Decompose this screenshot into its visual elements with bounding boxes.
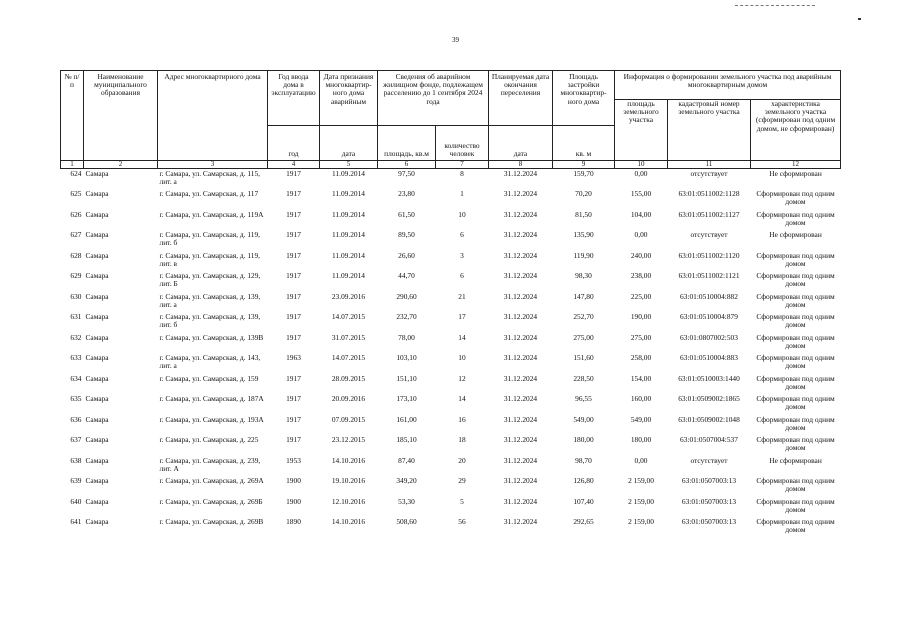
table-row bbox=[61, 394, 841, 415]
commission-year: 1917 bbox=[286, 291, 301, 301]
header-col-9: Площадь застройки многоквартир-ного дома bbox=[553, 71, 615, 126]
cadastral-number: 63:01:0509002:1048 bbox=[678, 414, 740, 424]
unit-col-9: кв. м bbox=[553, 126, 615, 161]
unit-col-7: количество человек bbox=[436, 126, 489, 161]
land-area: 0,00 bbox=[634, 169, 648, 178]
land-area: 258,00 bbox=[630, 353, 652, 362]
header-col-11: кадастровый номер земельного участка bbox=[668, 100, 751, 161]
people-count: 5 bbox=[460, 496, 464, 506]
table-row bbox=[61, 230, 841, 251]
housing-area: 161,00 bbox=[396, 414, 417, 424]
cadastral-number: 63:01:0511002:1127 bbox=[678, 209, 740, 219]
relocation-end-date: 31.12.2024 bbox=[503, 250, 538, 260]
municipality: Самара bbox=[85, 496, 109, 506]
emergency-date: 19.10.2016 bbox=[331, 476, 366, 485]
people-count: 16 bbox=[458, 414, 466, 424]
address: г. Самара, ул. Самарская, д. 129, лит. Б bbox=[159, 271, 261, 289]
commission-year: 1917 bbox=[286, 169, 301, 178]
emergency-date: 31.07.2015 bbox=[331, 332, 366, 342]
housing-area: 53,30 bbox=[398, 496, 415, 506]
land-status: Сформирован под одним домом bbox=[756, 476, 835, 494]
housing-area: 97,50 bbox=[398, 169, 415, 178]
table-row bbox=[61, 476, 841, 497]
land-status: Сформирован под одним домом bbox=[756, 209, 835, 227]
building-area: 147,80 bbox=[573, 291, 594, 301]
people-count: 20 bbox=[458, 455, 466, 465]
land-status: Не сформирован bbox=[769, 455, 822, 465]
municipality: Самара bbox=[85, 455, 109, 465]
cadastral-number: 63:01:0507003:13 bbox=[681, 517, 737, 526]
building-area: 159,70 bbox=[573, 169, 594, 178]
relocation-end-date: 31.12.2024 bbox=[503, 496, 538, 506]
housing-area: 290,60 bbox=[396, 291, 417, 301]
housing-area: 232,70 bbox=[396, 312, 417, 321]
row-number: 629 bbox=[70, 271, 82, 280]
municipality: Самара bbox=[85, 373, 109, 383]
commission-year: 1900 bbox=[286, 496, 301, 506]
address: г. Самара, ул. Самарская, д. 139, лит. а bbox=[159, 291, 261, 309]
building-area: 228,50 bbox=[573, 373, 594, 383]
cadastral-number: 63:01:0510003:1440 bbox=[678, 373, 740, 383]
header-col-2: Наименование муниципального образования bbox=[84, 71, 158, 161]
land-area: 190,00 bbox=[630, 312, 652, 321]
header-col-8: Планируемая дата окончания переселения bbox=[489, 71, 553, 126]
row-number: 627 bbox=[70, 230, 82, 239]
land-area: 225,00 bbox=[630, 291, 652, 301]
land-area: 238,00 bbox=[630, 271, 652, 280]
emergency-date: 12.10.2016 bbox=[331, 496, 366, 506]
relocation-end-date: 31.12.2024 bbox=[503, 414, 538, 424]
cadastral-number: 63:01:0510004:883 bbox=[680, 353, 738, 362]
unit-col-8: дата bbox=[489, 126, 553, 161]
emergency-housing-table bbox=[60, 70, 841, 538]
emergency-date: 23.12.2015 bbox=[331, 435, 366, 444]
emergency-date: 14.07.2015 bbox=[331, 353, 366, 362]
relocation-end-date: 31.12.2024 bbox=[503, 169, 538, 178]
emergency-date: 28.09.2015 bbox=[331, 373, 366, 383]
land-area: 275,00 bbox=[630, 332, 652, 342]
table-row bbox=[61, 189, 841, 210]
column-number: 8 bbox=[489, 161, 553, 169]
commission-year: 1917 bbox=[286, 312, 301, 321]
building-area: 151,60 bbox=[573, 353, 594, 362]
row-number: 638 bbox=[70, 455, 82, 465]
municipality: Самара bbox=[85, 230, 109, 239]
table-row bbox=[61, 353, 841, 374]
column-number: 4 bbox=[268, 161, 320, 169]
table-row bbox=[61, 497, 841, 518]
land-area: 2 159,00 bbox=[628, 476, 654, 485]
cadastral-number: 63:01:0511002:1120 bbox=[678, 250, 740, 260]
relocation-end-date: 31.12.2024 bbox=[503, 476, 538, 485]
table-row bbox=[61, 374, 841, 395]
row-number: 624 bbox=[70, 169, 82, 178]
land-status: Сформирован под одним домом bbox=[756, 271, 835, 289]
unit-col-4: год bbox=[268, 126, 320, 161]
commission-year: 1917 bbox=[286, 414, 301, 424]
header-col-3: Адрес многоквартирного дома bbox=[158, 71, 268, 161]
cadastral-number: 63:01:0509002:1865 bbox=[678, 394, 740, 403]
commission-year: 1917 bbox=[286, 271, 301, 280]
land-area: 2 159,00 bbox=[628, 517, 654, 526]
cadastral-number: отсутствует bbox=[690, 169, 728, 178]
table-row bbox=[61, 312, 841, 333]
building-area: 292,65 bbox=[573, 517, 594, 526]
address: г. Самара, ул. Самарская, д. 239, лит. А bbox=[159, 455, 261, 473]
housing-area: 185,10 bbox=[396, 435, 417, 444]
column-number: 5 bbox=[320, 161, 378, 169]
relocation-end-date: 31.12.2024 bbox=[503, 291, 538, 301]
scan-mark bbox=[858, 18, 861, 20]
people-count: 21 bbox=[458, 291, 466, 301]
row-number: 637 bbox=[70, 435, 82, 444]
municipality: Самара bbox=[85, 209, 109, 219]
land-area: 160,00 bbox=[630, 394, 652, 403]
address: г. Самара, ул. Самарская, д. 139В bbox=[159, 332, 264, 342]
address: г. Самара, ул. Самарская, д. 269А bbox=[159, 476, 264, 485]
header-col-1: № п/п bbox=[61, 71, 84, 161]
table-row bbox=[61, 292, 841, 313]
relocation-end-date: 31.12.2024 bbox=[503, 353, 538, 362]
land-status: Сформирован под одним домом bbox=[756, 394, 835, 412]
land-status: Не сформирован bbox=[769, 169, 822, 178]
relocation-end-date: 31.12.2024 bbox=[503, 394, 538, 403]
land-area: 240,00 bbox=[630, 250, 652, 260]
address: г. Самара, ул. Самарская, д. 159 bbox=[159, 373, 259, 383]
table-row bbox=[61, 210, 841, 231]
building-area: 135,90 bbox=[573, 230, 594, 239]
commission-year: 1917 bbox=[286, 373, 301, 383]
row-number: 626 bbox=[70, 209, 82, 219]
housing-area: 103,10 bbox=[396, 353, 417, 362]
header-col-6-group: Сведения об аварийном жилищном фонде, подлежащем расселению до 1 сентября 2024 года bbox=[378, 71, 489, 126]
row-number: 630 bbox=[70, 291, 82, 301]
land-status: Сформирован под одним домом bbox=[756, 291, 835, 309]
municipality: Самара bbox=[85, 517, 109, 526]
land-area: 155,00 bbox=[630, 189, 652, 198]
row-number: 633 bbox=[70, 353, 82, 362]
people-count: 29 bbox=[458, 476, 466, 485]
people-count: 10 bbox=[458, 209, 466, 219]
emergency-date: 11.09.2014 bbox=[332, 271, 365, 280]
building-area: 119,90 bbox=[573, 250, 594, 260]
commission-year: 1917 bbox=[286, 394, 301, 403]
relocation-end-date: 31.12.2024 bbox=[503, 373, 538, 383]
cadastral-number: 63:01:0807002:503 bbox=[680, 332, 738, 342]
people-count: 12 bbox=[458, 373, 466, 383]
building-area: 252,70 bbox=[573, 312, 594, 321]
land-status: Сформирован под одним домом bbox=[756, 250, 835, 268]
municipality: Самара bbox=[85, 476, 109, 485]
people-count: 14 bbox=[458, 332, 466, 342]
cadastral-number: 63:01:0507003:13 bbox=[681, 476, 737, 485]
header-col-12: характеристика земельного участка (сформирован под одним домом, не сформирован) bbox=[751, 100, 841, 161]
cadastral-number: отсутствует bbox=[690, 455, 728, 465]
emergency-date: 11.09.2014 bbox=[332, 230, 365, 239]
row-number: 639 bbox=[70, 476, 82, 485]
address: г. Самара, ул. Самарская, д. 269Б bbox=[159, 496, 263, 506]
land-status: Сформирован под одним домом bbox=[756, 189, 835, 207]
land-status: Сформирован под одним домом bbox=[756, 312, 835, 330]
column-number: 3 bbox=[158, 161, 268, 169]
people-count: 6 bbox=[460, 230, 464, 239]
top-dashed-line bbox=[735, 5, 815, 6]
commission-year: 1917 bbox=[286, 230, 301, 239]
housing-area: 173,10 bbox=[396, 394, 417, 403]
column-number: 9 bbox=[553, 161, 615, 169]
housing-area: 151,10 bbox=[396, 373, 417, 383]
building-area: 549,00 bbox=[573, 414, 594, 424]
emergency-date: 07.09.2015 bbox=[331, 414, 366, 424]
housing-area: 349,20 bbox=[396, 476, 417, 485]
cadastral-number: отсутствует bbox=[690, 230, 728, 239]
people-count: 18 bbox=[458, 435, 466, 444]
address: г. Самара, ул. Самарская, д. 269В bbox=[159, 517, 264, 526]
municipality: Самара bbox=[85, 414, 109, 424]
land-status: Сформирован под одним домом bbox=[756, 332, 835, 350]
land-area: 180,00 bbox=[630, 435, 652, 444]
unit-col-6: площадь, кв.м bbox=[378, 126, 436, 161]
municipality: Самара bbox=[85, 291, 109, 301]
address: г. Самара, ул. Самарская, д. 117 bbox=[159, 189, 259, 198]
land-status: Сформирован под одним домом bbox=[756, 414, 835, 432]
row-number: 636 bbox=[70, 414, 82, 424]
land-area: 0,00 bbox=[634, 230, 648, 239]
table-row bbox=[61, 415, 841, 436]
people-count: 1 bbox=[460, 189, 464, 198]
header-col-10: площадь земельного участка bbox=[615, 100, 668, 161]
commission-year: 1953 bbox=[286, 455, 301, 465]
row-number: 634 bbox=[70, 373, 82, 383]
commission-year: 1890 bbox=[286, 517, 301, 526]
cadastral-number: 63:01:0510004:879 bbox=[680, 312, 738, 321]
address: г. Самара, ул. Самарская, д. 119, лит. в bbox=[159, 250, 260, 268]
emergency-date: 23.09.2016 bbox=[331, 291, 366, 301]
address: г. Самара, ул. Самарская, д. 187А bbox=[159, 394, 264, 403]
column-number: 2 bbox=[84, 161, 158, 169]
commission-year: 1917 bbox=[286, 250, 301, 260]
people-count: 3 bbox=[460, 250, 464, 260]
commission-year: 1917 bbox=[286, 189, 301, 198]
address: г. Самара, ул. Самарская, д. 143, лит. а bbox=[159, 353, 261, 371]
housing-area: 87,40 bbox=[398, 455, 415, 465]
building-area: 98,70 bbox=[575, 455, 592, 465]
page-number: 39 bbox=[452, 36, 459, 44]
cadastral-number: 63:01:0507003:13 bbox=[681, 496, 737, 506]
people-count: 56 bbox=[458, 517, 466, 526]
housing-area: 44,70 bbox=[398, 271, 415, 280]
row-number: 628 bbox=[70, 250, 82, 260]
relocation-end-date: 31.12.2024 bbox=[503, 312, 538, 321]
building-area: 275,00 bbox=[573, 332, 594, 342]
housing-area: 89,50 bbox=[398, 230, 415, 239]
cadastral-number: 63:01:0511002:1121 bbox=[678, 271, 740, 280]
land-area: 0,00 bbox=[634, 455, 648, 465]
land-status: Сформирован под одним домом bbox=[756, 435, 835, 453]
land-status: Сформирован под одним домом bbox=[756, 496, 835, 514]
emergency-date: 11.09.2014 bbox=[332, 209, 365, 219]
housing-area: 508,60 bbox=[396, 517, 417, 526]
municipality: Самара bbox=[85, 169, 109, 178]
housing-area: 61,50 bbox=[398, 209, 415, 219]
relocation-end-date: 31.12.2024 bbox=[503, 332, 538, 342]
row-number: 641 bbox=[70, 517, 82, 526]
table-row bbox=[61, 456, 841, 477]
housing-area: 26,60 bbox=[398, 250, 415, 260]
table-row bbox=[61, 271, 841, 292]
row-number: 625 bbox=[70, 189, 82, 198]
address: г. Самара, ул. Самарская, д. 193А bbox=[159, 414, 264, 424]
people-count: 10 bbox=[458, 353, 466, 362]
emergency-date: 11.09.2014 bbox=[332, 250, 365, 260]
municipality: Самара bbox=[85, 250, 109, 260]
municipality: Самара bbox=[85, 312, 109, 321]
address: г. Самара, ул. Самарская, д. 119А bbox=[159, 209, 264, 219]
building-area: 96,55 bbox=[575, 394, 592, 403]
municipality: Самара bbox=[85, 435, 109, 444]
building-area: 70,20 bbox=[575, 189, 592, 198]
land-status: Сформирован под одним домом bbox=[756, 353, 835, 371]
address: г. Самара, ул. Самарская, д. 115, лит. а bbox=[159, 169, 260, 187]
housing-area: 78,00 bbox=[398, 332, 415, 342]
land-status: Сформирован под одним домом bbox=[756, 373, 835, 391]
building-area: 126,80 bbox=[573, 476, 594, 485]
land-area: 104,00 bbox=[630, 209, 652, 219]
emergency-date: 20.09.2016 bbox=[331, 394, 366, 403]
cadastral-number: 63:01:0510004:882 bbox=[680, 291, 738, 301]
address: г. Самара, ул. Самарская, д. 225 bbox=[159, 435, 259, 444]
column-number: 6 bbox=[378, 161, 436, 169]
row-number: 635 bbox=[70, 394, 82, 403]
header-col-10-group: Информация о формировании земельного участка под аварийным многоквартирным домом bbox=[615, 71, 841, 100]
people-count: 6 bbox=[460, 271, 464, 280]
commission-year: 1917 bbox=[286, 435, 301, 444]
header-col-5: Дата признания многоквартир-ного дома аварийным bbox=[320, 71, 378, 126]
commission-year: 1917 bbox=[286, 332, 301, 342]
building-area: 107,40 bbox=[573, 496, 594, 506]
commission-year: 1917 bbox=[286, 209, 301, 219]
building-area: 180,00 bbox=[573, 435, 594, 444]
row-number: 640 bbox=[70, 496, 82, 506]
unit-col-5: дата bbox=[320, 126, 378, 161]
building-area: 81,50 bbox=[575, 209, 592, 219]
relocation-end-date: 31.12.2024 bbox=[503, 189, 538, 198]
row-number: 632 bbox=[70, 332, 82, 342]
land-area: 549,00 bbox=[630, 414, 652, 424]
column-number: 1 bbox=[61, 161, 84, 169]
column-number: 12 bbox=[751, 161, 841, 169]
municipality: Самара bbox=[85, 271, 109, 280]
emergency-date: 14.10.2016 bbox=[331, 455, 366, 465]
relocation-end-date: 31.12.2024 bbox=[503, 517, 538, 526]
people-count: 14 bbox=[458, 394, 466, 403]
relocation-end-date: 31.12.2024 bbox=[503, 455, 538, 465]
emergency-date: 11.09.2014 bbox=[332, 169, 365, 178]
table-row bbox=[61, 169, 841, 190]
column-number: 10 bbox=[615, 161, 668, 169]
header-col-4: Год ввода дома в эксплуатацию bbox=[268, 71, 320, 126]
column-number: 7 bbox=[436, 161, 489, 169]
address: г. Самара, ул. Самарская, д. 119, лит. б bbox=[159, 230, 260, 248]
municipality: Самара bbox=[85, 189, 109, 198]
municipality: Самара bbox=[85, 353, 109, 362]
people-count: 17 bbox=[458, 312, 466, 321]
building-area: 98,30 bbox=[575, 271, 592, 280]
land-area: 2 159,00 bbox=[628, 496, 654, 506]
relocation-end-date: 31.12.2024 bbox=[503, 209, 538, 219]
column-number: 11 bbox=[668, 161, 751, 169]
people-count: 8 bbox=[460, 169, 464, 178]
cadastral-number: 63:01:0507004:537 bbox=[680, 435, 738, 444]
commission-year: 1963 bbox=[286, 353, 301, 362]
relocation-end-date: 31.12.2024 bbox=[503, 230, 538, 239]
emergency-date: 14.07.2015 bbox=[331, 312, 366, 321]
address: г. Самара, ул. Самарская, д. 139, лит. б bbox=[159, 312, 261, 330]
table-row bbox=[61, 251, 841, 272]
municipality: Самара bbox=[85, 394, 109, 403]
land-status: Не сформирован bbox=[769, 230, 822, 239]
land-area: 154,00 bbox=[630, 373, 652, 383]
municipality: Самара bbox=[85, 332, 109, 342]
relocation-end-date: 31.12.2024 bbox=[503, 271, 538, 280]
table-row bbox=[61, 435, 841, 456]
land-status: Сформирован под одним домом bbox=[756, 517, 835, 535]
table-row bbox=[61, 333, 841, 354]
relocation-end-date: 31.12.2024 bbox=[503, 435, 538, 444]
emergency-date: 14.10.2016 bbox=[331, 517, 366, 526]
table-row bbox=[61, 517, 841, 538]
row-number: 631 bbox=[70, 312, 82, 321]
commission-year: 1900 bbox=[286, 476, 301, 485]
cadastral-number: 63:01:0511002:1128 bbox=[678, 189, 740, 198]
emergency-date: 11.09.2014 bbox=[332, 189, 365, 198]
housing-area: 23,80 bbox=[398, 189, 415, 198]
